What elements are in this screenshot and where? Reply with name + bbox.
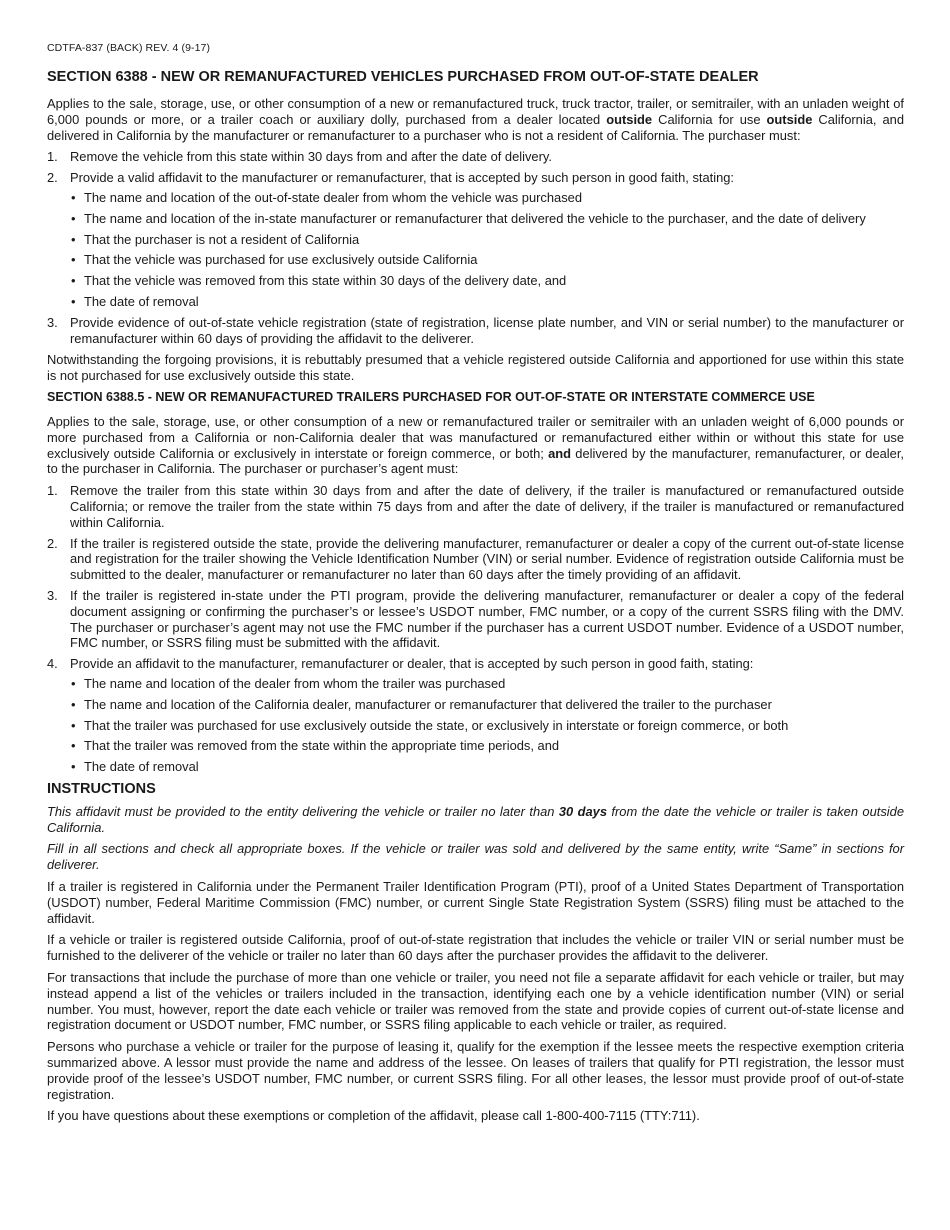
item-number: 3. [47, 587, 58, 603]
section-63885-title: SECTION 6388.5 - NEW OR REMANUFACTURED TRAILERS PURCHASED FOR OUT-OF-STATE OR INTERSTATE COMMERCE USE [47, 389, 815, 404]
requirement-item [47, 149, 904, 165]
item-number: 1. [47, 483, 58, 499]
bullet-item: • That the trailer was removed from the state within the appropriate time periods, and [70, 738, 904, 754]
intro-emphasis: outside [766, 111, 813, 127]
instructions-pti: If a trailer is registered in California under the Permanent Trailer Identification Program (PTI), proof of a United States Department of Transportation (USDOT) number, Federal Maritime Commission (FMC) number, or current Single State Registration System (SSRS) filing must be attached to the affidavit. [47, 879, 904, 926]
requirement-item [47, 656, 904, 775]
section-6388-intro [47, 96, 904, 143]
intro-text: Applies to the sale, storage, use, or other consumption of a new or remanufactured trailer or semitrailer with an unladen weight of 6,000 pounds or more purchased from a California or non-California dealer that was manufactured or remanufactured either within or without this state for use exclusively outside California or exclusively in interstate or foreign commerce, or both; [47, 413, 904, 461]
affidavit-statements [70, 190, 904, 310]
section-6388-closing: Notwithstanding the forgoing provisions, it is rebuttably presumed that a vehicle registered outside California and apportioned for use within this state is not purchased for use exclusively outside this state. [47, 352, 904, 384]
intro-text: Applies to the sale, storage, use, or other consumption of a new or remanufactured truck, truck tractor, trailer, or semitrailer, with an unladen weight of 6,000 pounds or more, or a trailer coach or auxiliary dolly, purchased from a dealer located [47, 96, 904, 127]
item-number: 4. [47, 656, 58, 672]
item-number: 2. [47, 170, 58, 186]
bullet-item: • The date of removal [70, 759, 904, 775]
item-text: Provide evidence of out-of-state vehicle registration (state of registration, license plate number, and VIN or serial number) to the manufacturer or remanufacturer within 60 days of providing the affidavit to the deliverer. [70, 314, 904, 346]
form-id: CDTFA-837 (BACK) REV. 4 (9-17) [47, 42, 211, 54]
requirement-item [47, 315, 904, 347]
intro-text: California, and delivered in California by the manufacturer or remanufacturer to a purchaser who is not a resident of California. The purchaser must: [47, 111, 904, 143]
section-63885-requirements [47, 483, 904, 775]
bullet-item: • The name and location of the in-state manufacturer or remanufacturer that delivered the vehicle to the purchaser, and the date of delivery [70, 211, 904, 227]
item-number: 1. [47, 149, 58, 165]
item-text: Provide an affidavit to the manufacturer, remanufacturer or dealer, that is accepted by such person in good faith, stating: [70, 656, 754, 672]
section-6388-title: SECTION 6388 - NEW OR REMANUFACTURED VEHICLES PURCHASED FROM OUT-OF-STATE DEALER [47, 69, 759, 85]
intro-emphasis: outside [606, 111, 653, 127]
intro-emphasis: and [548, 445, 572, 461]
affidavit-statements [70, 676, 904, 775]
item-text: Remove the trailer from this state within 30 days from and after the date of delivery, if the trailer is manufactured or remanufactured outside California; or remove the trailer from the state within 75 days from and after the date of delivery, if the trailer is manufactured or remanufactured within California. [70, 483, 904, 530]
instructions-fill: Fill in all sections and check all appropriate boxes. If the vehicle or trailer was sold and delivered by the same entity, write “Same” in sections for deliverer. [47, 841, 904, 873]
bullet-item: • The date of removal [70, 294, 904, 310]
bullet-item: • The name and location of the dealer from whom the trailer was purchased [70, 676, 904, 692]
instructions-lessors: Persons who purchase a vehicle or trailer for the purpose of leasing it, qualify for the exemption if the lessee meets the respective exemption criteria summarized above. A lessor must provide the name and address of the lessee. On leases of trailers that qualify for PTI registration, the lessor must provide proof of the lessee’s USDOT number, FMC number, or current SSRS filing. For all other leases, the lessor must provide proof of out-of-state registration. [47, 1039, 904, 1102]
instructions-deadline [47, 804, 904, 836]
intro-text: California for use [652, 111, 767, 127]
item-number: 2. [47, 535, 58, 551]
item-text: If the trailer is registered outside the state, provide the delivering manufacturer, remanufacturer or dealer a copy of the current out-of-state license and registration for the trailer showing the Vehicle Identification Number (VIN) or serial number. Evidence of registration outside California must be submitted to the dealer, manufacturer or remanufacturer no later than 60 days after the timely providing of an affidavit. [70, 535, 904, 583]
instructions-multiple: For transactions that include the purchase of more than one vehicle or trailer, you need not file a separate affidavit for each vehicle or trailer, but may instead append a list of the vehicles or trailers included in the transaction, identifying each one by a vehicle identification number (VIN) or serial number. You must, however, report the date each vehicle or trailer was removed from the state and provide copies of current out-of-state license and registration document or USDOT number, FMC number, or SSRS filing applicable to each vehicle or trailer, as required. [47, 970, 904, 1033]
bullet-item: • That the purchaser is not a resident of California [70, 232, 904, 248]
requirement-item [47, 588, 904, 651]
requirement-item [47, 170, 904, 310]
item-number: 3. [47, 314, 58, 330]
requirement-item [47, 536, 904, 583]
bullet-item: • The name and location of the California dealer, manufacturer or remanufacturer that delivered the trailer to the purchaser [70, 697, 904, 713]
instr-text: from the date the vehicle or trailer is taken outside California. [47, 803, 904, 835]
section-63885-intro [47, 414, 904, 477]
instructions-contact: If you have questions about these exemptions or completion of the affidavit, please call 1-800-400-7115 (TTY:711). [47, 1108, 700, 1124]
section-6388-requirements [47, 149, 904, 346]
item-text: Remove the vehicle from this state within 30 days from and after the date of delivery. [70, 149, 552, 165]
bullet-item: • That the vehicle was removed from this state within 30 days of the delivery date, and [70, 273, 904, 289]
bullet-item: • That the trailer was purchased for use exclusively outside the state, or exclusively in interstate or foreign commerce, or both [70, 718, 904, 734]
requirement-item [47, 483, 904, 530]
intro-text: delivered by the manufacturer, remanufacturer, or dealer, to the purchaser in California. The purchaser or purchaser’s agent must: [47, 445, 904, 477]
bullet-item: • The name and location of the out-of-state dealer from whom the vehicle was purchased [70, 190, 904, 206]
instr-emphasis: 30 days [558, 803, 607, 819]
instr-text: This affidavit must be provided to the entity delivering the vehicle or trailer no later than [47, 803, 559, 819]
item-text: If the trailer is registered in-state under the PTI program, provide the delivering manufacturer, remanufacturer or dealer a copy of the federal document assigning or confirming the purchaser’s or lessee’s USDOT number, FMC number, or a copy of the current SSRS filing with the DMV. The purchaser or purchaser’s agent may not use the FMC number if the purchaser has a current USDOT number. Evidence of a USDOT number, FMC number, or SSRS filing must be submitted with the affidavit. [70, 587, 904, 651]
instructions-title: INSTRUCTIONS [47, 780, 156, 797]
item-text: Provide a valid affidavit to the manufacturer or remanufacturer, that is accepted by such person in good faith, stating: [70, 170, 735, 186]
instructions-out-of-state: If a vehicle or trailer is registered outside California, proof of out-of-state registration that includes the vehicle or trailer VIN or serial number must be furnished to the deliverer of the vehicle or trailer no later than 60 days after the purchaser provides the affidavit to the deliverer. [47, 932, 904, 964]
bullet-item: • That the vehicle was purchased for use exclusively outside California [70, 252, 904, 268]
